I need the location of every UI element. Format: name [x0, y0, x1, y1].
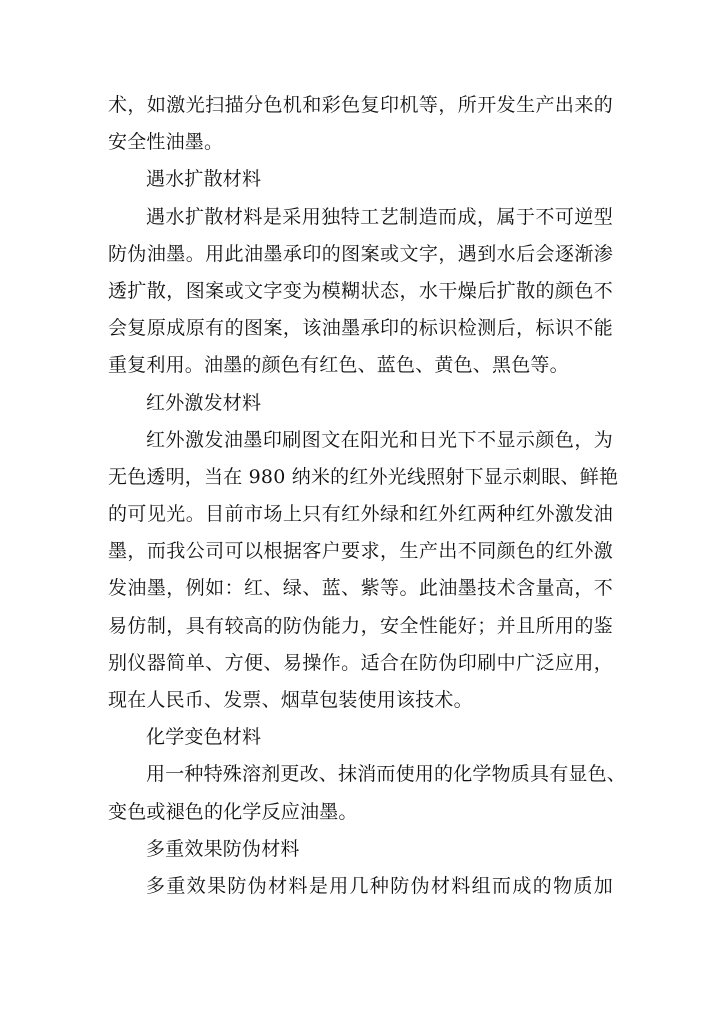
heading-text: 遇水扩散材料 [146, 168, 262, 191]
document-page [108, 87, 627, 905]
text-line: 别仪器简单、方便、易操作。适合在防伪印刷中广泛应用， [108, 651, 613, 674]
text-line: 重复利用。油墨的颜色有红色、蓝色、黄色、黑色等。 [108, 354, 569, 377]
heading-text: 化学变色材料 [146, 726, 262, 749]
text-line: 遇水扩散材料是采用独特工艺制造而成，属于不可逆型 [146, 205, 613, 228]
paragraph [108, 868, 613, 905]
text-line: 墨，而我公司可以根据客户要求，生产出不同颜色的红外激 [108, 540, 613, 563]
section-heading [108, 831, 613, 868]
text-line: 红外激发油墨印刷图文在阳光和日光下不显示颜色，为 [146, 428, 613, 451]
section-heading [108, 161, 613, 198]
text-line: 透扩散，图案或文字变为模糊状态，水干燥后扩散的颜色不 [108, 279, 613, 302]
paragraph [108, 756, 627, 830]
paragraph [108, 422, 619, 720]
text-line: 用一种特殊溶剂更改、抹消而使用的化学物质具有显色、 [146, 763, 627, 786]
text-line: 防伪油墨。用此油墨承印的图案或文字，遇到水后会逐渐渗 [108, 242, 613, 265]
text-line: 术，如激光扫描分色机和彩色复印机等，所开发生产出来的 [108, 94, 613, 116]
paragraph [108, 199, 613, 385]
heading-text: 多重效果防伪材料 [146, 837, 300, 860]
text-line: 现在人民币、发票、烟草包装使用该技术。 [108, 689, 473, 711]
text-line: 发油墨，例如：红、绿、蓝、紫等。此油墨技术含量高，不 [108, 577, 613, 600]
heading-text: 红外激发材料 [146, 391, 262, 414]
section-heading [108, 719, 613, 756]
text-line: 多重效果防伪材料是用几种防伪材料组而成的物质加 [146, 874, 613, 897]
text-line: 的可见光。目前市场上只有红外绿和红外红两种红外激发油 [108, 503, 613, 526]
text-line: 安全性油墨。 [108, 131, 224, 154]
text-line: 变色或褪色的化学反应油墨。 [108, 800, 358, 823]
section-heading [108, 385, 613, 422]
paragraph [108, 87, 613, 161]
text-line: 无色透明，当在 980 纳米的红外光线照射下显示刺眼、鲜艳 [108, 465, 619, 488]
text-line: 会复原成原有的图案，该油墨承印的标识检测后，标识不能 [108, 317, 613, 340]
text-line: 易仿制，具有较高的防伪能力，安全性能好；并且所用的鉴 [108, 614, 613, 637]
